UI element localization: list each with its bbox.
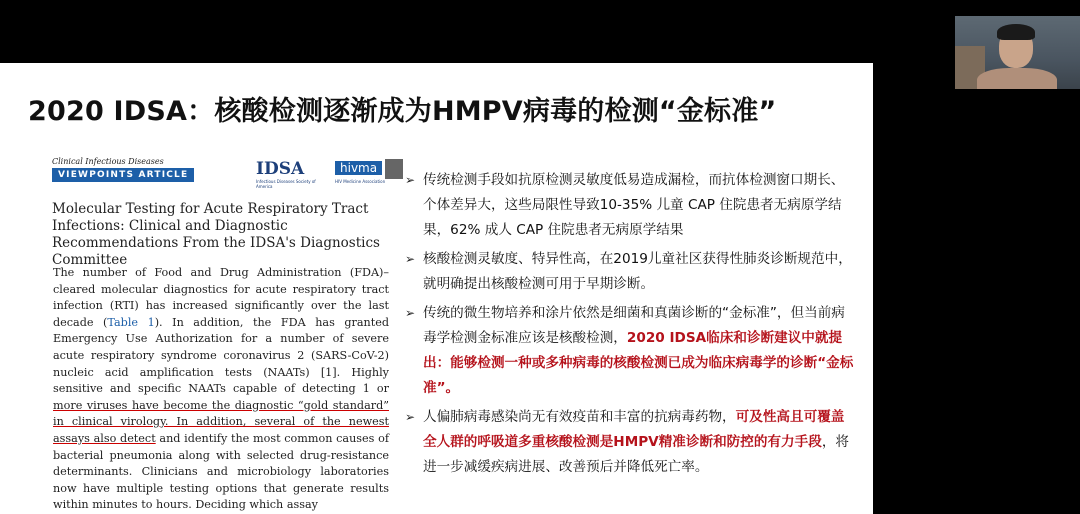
bullet-tail: ，将进一步减缓疾病进展、改善预后并降低死亡率。 [423,434,850,475]
table-reference-link[interactable]: Table 1 [107,315,155,329]
idsa-logo: IDSA [256,159,305,179]
underlined-passage: more viruses have become the diagnostic “gold standard” in clinical virology. In addition, several of the newest assays also detect [53,398,389,445]
webcam-presenter[interactable] [955,16,1080,89]
arrow-bullet-icon: ➢ [405,173,416,187]
paper-title: Molecular Testing for Acute Respiratory Tract Infections: Clinical and Diagnostic Recommendations From the IDSA's Diagnostics Committee [52,201,380,268]
bullet-text: 传统的微生物培养和涂片依然是细菌和真菌诊断的“金标准”，但当前病毒学检测金标准应该是核酸检测， [423,305,845,346]
bullet-list [405,168,855,484]
hivma-logo-subtitle: HIV Medicine Association [335,179,386,184]
arrow-bullet-icon: ➢ [405,306,416,320]
arrow-bullet-icon: ➢ [405,410,416,424]
paper-body [53,265,389,514]
paper-excerpt [48,155,388,514]
slide-title: 2020 IDSA：核酸检测逐渐成为HMPV病毒的检测“金标准” [28,96,777,127]
journal-logo-icon [385,159,403,179]
arrow-bullet-icon: ➢ [405,252,416,266]
bullet-text: 核酸检测灵敏度、特异性高，在2019儿童社区获得性肺炎诊断规范中，就明确提出核酸检测可用于早期诊断。 [423,251,852,292]
paper-body-text-2: ). In addition, the FDA has granted Emergency Use Authorization for a number of severe acute respiratory syndrome coronavirus 2 (SARS-CoV-2) nucleic acid amplification tests (NAATs) [1]. Highly sensitive and specific NAATs capable of detecting 1 or [53,315,390,396]
bullet-text: 人偏肺病毒感染尚无有效疫苗和丰富的抗病毒药物， [423,409,736,425]
idsa-logo-subtitle: Infectious Diseases Society of America [256,179,316,189]
presentation-slide [0,63,873,514]
paper-body-text-1: The number of Food and Drug Administration (FDA)–cleared molecular diagnostics for acute respiratory tract infection (RTI) has increased significantly over the last decade ( [53,266,389,329]
bullet-item [405,301,855,401]
bullet-item [405,168,855,243]
paper-body-text-3: and identify the most common causes of bacterial pneumonia along with selected drug-resistance determinants. Clinicians and microbiology laboratories now have multiple testing options that generate results within minutes to hours. Deciding which assay [53,431,389,512]
bullet-item [405,247,855,297]
bullet-highlight: 2020 IDSA临床和诊断建议中就提出：能够检测一种或多种病毒的核酸检测已成为临床病毒学的诊断“金标准”。 [423,330,854,396]
presenter-hair [997,24,1035,40]
bullet-text: 传统检测手段如抗原检测灵敏度低易造成漏检，而抗体检测窗口期长、个体差异大，这些局限性导致10-35% 儿童 CAP 住院患者无病原学结果，62% 成人 CAP 住院患者无病原学结果 [423,172,845,238]
bullet-item [405,405,855,480]
hivma-logo: hivma [335,161,382,175]
bullet-highlight: 可及性高且可覆盖全人群的呼吸道多重核酸检测是HMPV精准诊断和防控的有力手段 [423,409,845,450]
viewpoints-badge: VIEWPOINTS ARTICLE [52,168,194,182]
journal-name: Clinical Infectious Diseases [52,157,164,166]
presenter-body [977,68,1057,89]
